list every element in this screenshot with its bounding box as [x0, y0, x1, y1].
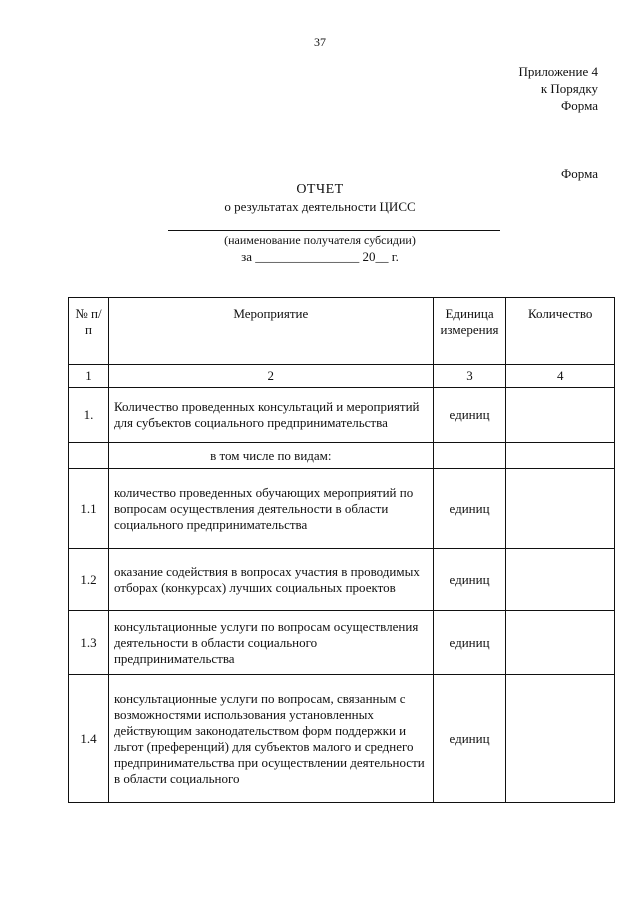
table-header-row — [69, 298, 615, 365]
index-cell: 4 — [506, 365, 615, 388]
header-cell: Количество — [506, 298, 615, 365]
row-number — [69, 443, 109, 469]
table-row — [69, 469, 615, 549]
row-unit: единиц — [433, 549, 506, 611]
row-quantity[interactable] — [506, 611, 615, 675]
appendix-line: Приложение 4 — [518, 64, 598, 79]
header-cell: Единица измерения — [433, 298, 506, 365]
appendix-line: к Порядку — [540, 81, 598, 96]
row-quantity[interactable] — [506, 675, 615, 803]
table-row — [69, 388, 615, 443]
row-unit: единиц — [433, 611, 506, 675]
row-event: консультационные услуги по вопросам, связанным с возможностями использования установленных действующим законодательством форм поддержки и льгот (преференций) для субъектов малого и среднего предпринимательства при осуществлении деятельности в области социального — [108, 675, 433, 803]
row-number: 1.2 — [69, 549, 109, 611]
header-cell: Мероприятие — [108, 298, 433, 365]
header-cell: № п/п — [69, 298, 109, 365]
row-number: 1.1 — [69, 469, 109, 549]
table-row — [69, 549, 615, 611]
row-event: количество проведенных обучающих мероприятий по вопросам осуществления деятельности в области социального предпринимательства — [108, 469, 433, 549]
table-index-row — [69, 365, 615, 388]
row-unit: единиц — [433, 469, 506, 549]
row-quantity[interactable] — [506, 549, 615, 611]
row-quantity[interactable] — [506, 469, 615, 549]
index-cell: 1 — [69, 365, 109, 388]
report-title: ОТЧЕТ — [296, 182, 344, 197]
row-unit: единиц — [433, 388, 506, 443]
index-cell: 3 — [433, 365, 506, 388]
row-number: 1. — [69, 388, 109, 443]
title-block — [0, 181, 640, 215]
row-number: 1.3 — [69, 611, 109, 675]
recipient-underline — [168, 230, 500, 231]
appendix-block — [518, 63, 598, 114]
table-row — [69, 675, 615, 803]
report-table — [68, 297, 615, 803]
appendix-line: Форма — [561, 98, 598, 113]
index-cell: 2 — [108, 365, 433, 388]
row-unit — [433, 443, 506, 469]
report-subtitle: о результатах деятельности ЦИСС — [224, 199, 416, 214]
row-unit: единиц — [433, 675, 506, 803]
row-event: оказание содействия в вопросах участия в проводимых отборах (конкурсах) лучших социальных проектов — [108, 549, 433, 611]
period-line: за ________________ 20__ г. — [241, 249, 399, 264]
row-event: консультационные услуги по вопросам осуществления деятельности в области социального предпринимательства — [108, 611, 433, 675]
page-number: 37 — [314, 35, 326, 49]
row-number: 1.4 — [69, 675, 109, 803]
table-row — [69, 611, 615, 675]
table-row — [69, 443, 615, 469]
row-quantity[interactable] — [506, 388, 615, 443]
row-quantity[interactable] — [506, 443, 615, 469]
recipient-caption: (наименование получателя субсидии) — [224, 233, 416, 247]
row-event: в том числе по видам: — [108, 443, 433, 469]
row-event: Количество проведенных консультаций и мероприятий для субъектов социального предпринимательства — [108, 388, 433, 443]
form-label: Форма — [561, 166, 598, 181]
